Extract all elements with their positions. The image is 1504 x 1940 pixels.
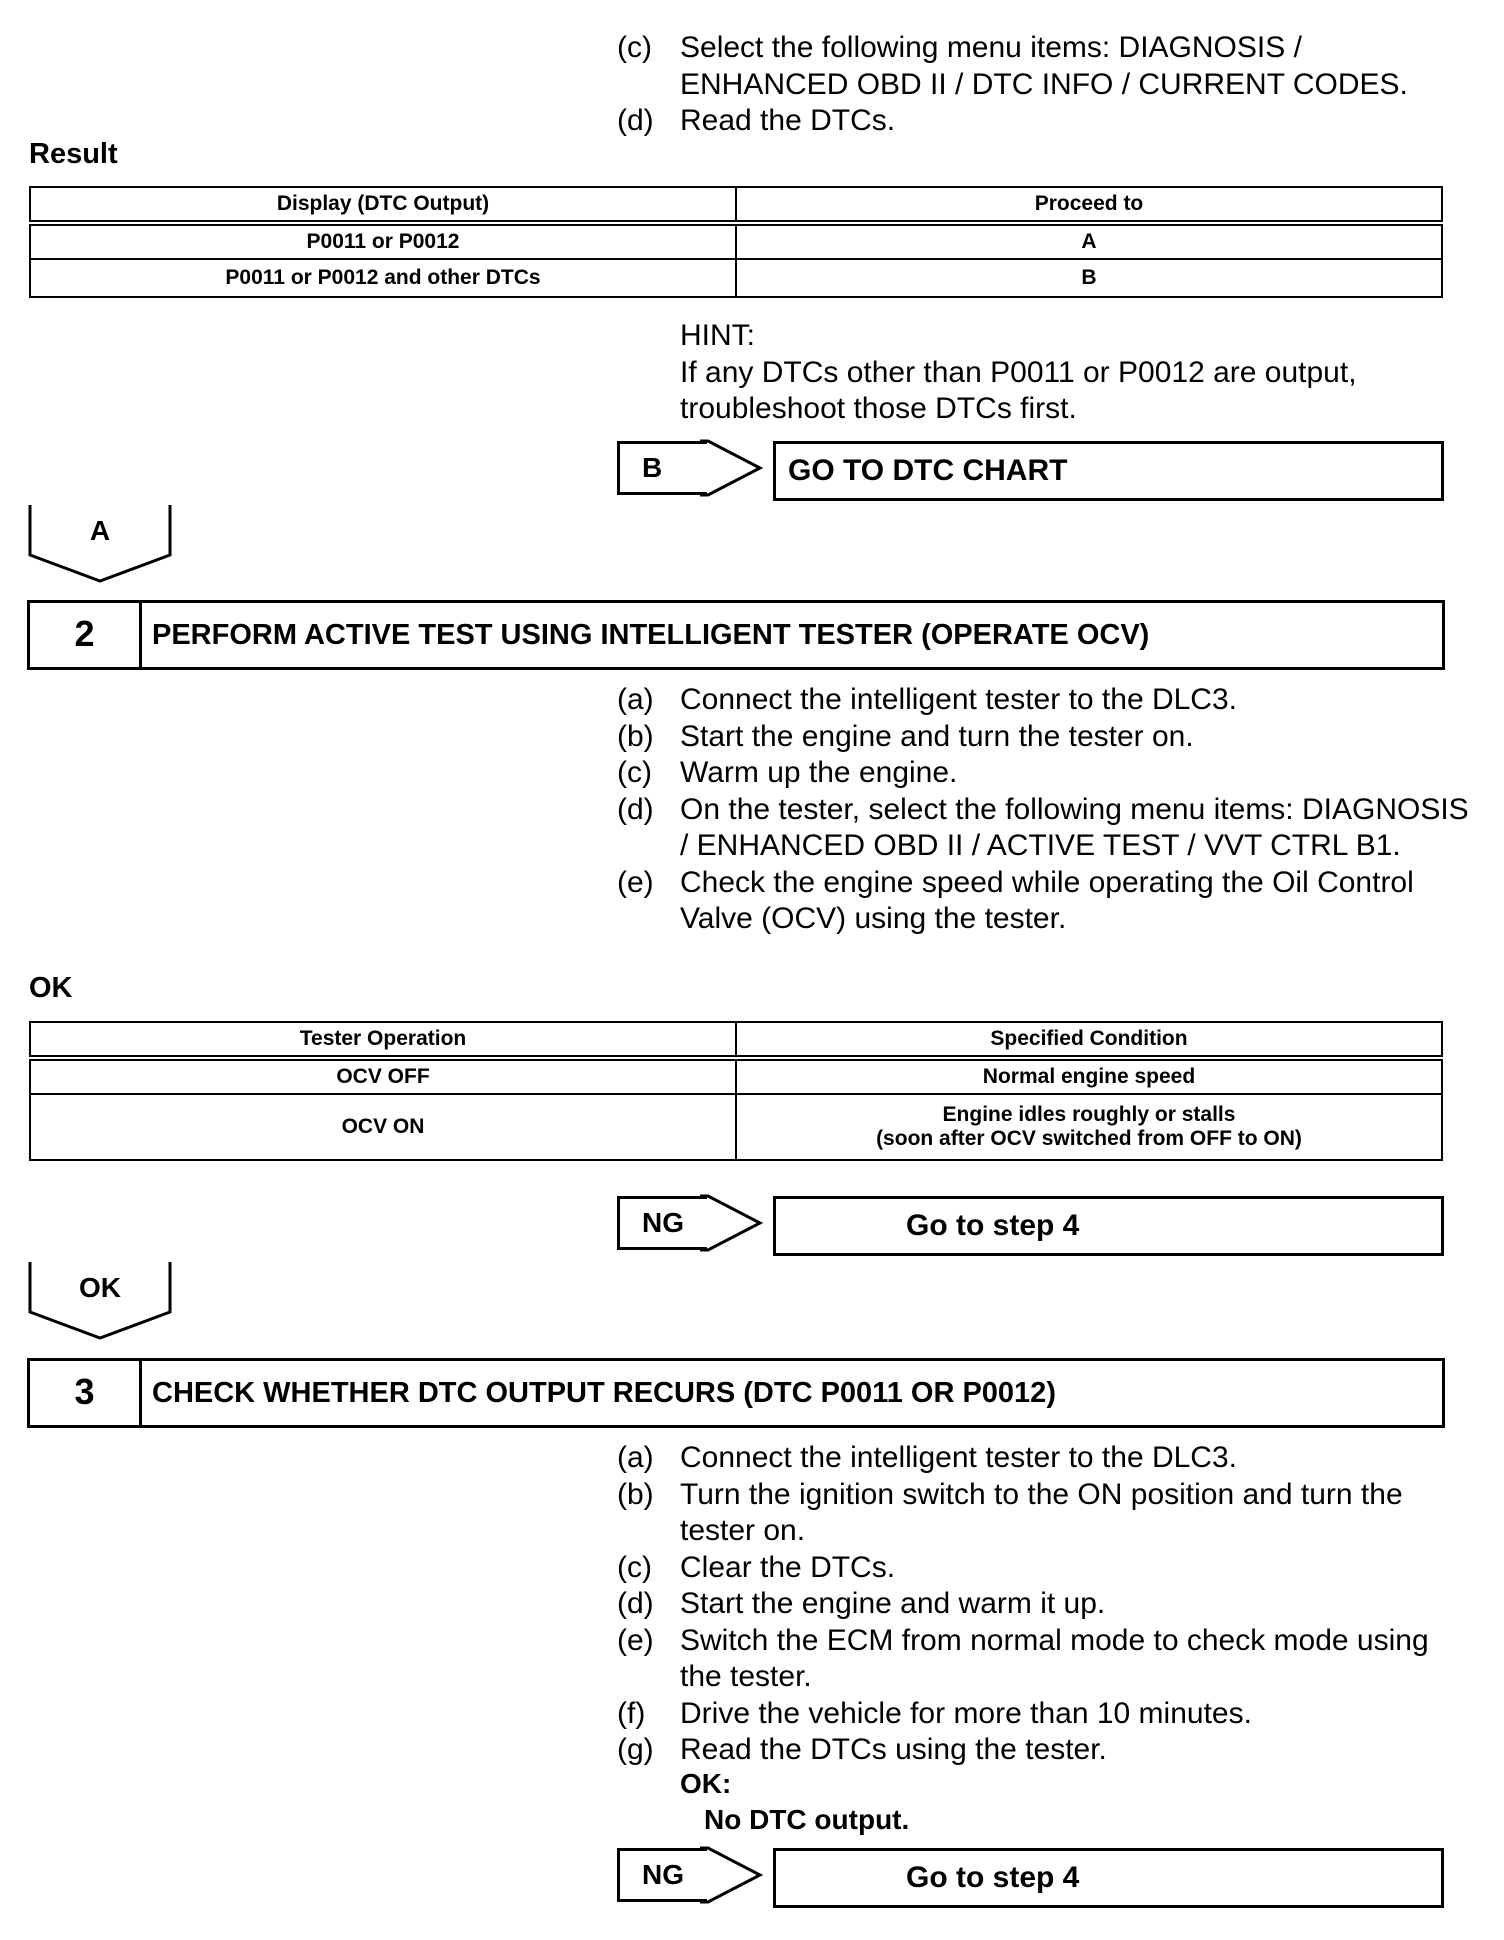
table-cell: P0011 or P0012 (30, 223, 736, 259)
branch-arrow-icon (700, 1845, 766, 1905)
hint-text: If any DTCs other than P0011 or P0012 are output, troubleshoot those DTCs first. (680, 355, 1357, 425)
go-to-dtc-chart-box[interactable] (773, 441, 1444, 501)
table-header-cell: Tester Operation (30, 1022, 736, 1058)
step-item (617, 719, 1477, 756)
step-item-text: Select the following menu items: DIAGNOSIS / ENHANCED OBD II / DTC INFO / CURRENT CODES. (680, 31, 1408, 101)
step-number: 2 (30, 603, 142, 667)
step-item (617, 1440, 1477, 1477)
table-cell: P0011 or P0012 and other DTCs (30, 259, 736, 297)
step-item-label: (c) (617, 31, 652, 64)
step-item (617, 1477, 1477, 1550)
step-item (617, 103, 1477, 140)
step-item (617, 792, 1477, 865)
branch-ng-tag: NG (617, 1196, 707, 1250)
table-cell-line: (soon after OCV switched from OFF to ON) (876, 1127, 1302, 1150)
step-item (617, 755, 1477, 792)
table-cell (736, 1094, 1442, 1160)
table-row (30, 1058, 1442, 1094)
step-item-label: (b) (617, 719, 654, 753)
step-2-header (27, 600, 1445, 670)
hint-block (680, 318, 1480, 428)
table-cell: B (736, 259, 1442, 297)
go-to-dtc-chart-text: GO TO DTC CHART (788, 454, 1068, 487)
go-to-step-4-box[interactable] (773, 1196, 1444, 1256)
step-item-label: (a) (617, 1441, 654, 1474)
table-row (30, 223, 1442, 259)
step-item-label: (e) (617, 1623, 654, 1657)
step-item-text: Read the DTCs using the tester. (680, 1733, 1107, 1766)
step-item-text: Start the engine and warm it up. (680, 1587, 1106, 1620)
table-header-cell: Proceed to (736, 187, 1442, 223)
top-steps (617, 30, 1477, 140)
step-item (617, 1550, 1477, 1587)
step-item-label: (g) (617, 1733, 654, 1766)
ocv-table (29, 1021, 1443, 1161)
step-item-label: (e) (617, 865, 654, 899)
step-3-header (27, 1358, 1445, 1428)
step-2-substeps (617, 682, 1477, 938)
step-item-text: On the tester, select the following menu items: DIAGNOSIS / ENHANCED OBD II / ACTIVE TEST / VVT CTRL B1. (680, 792, 1469, 862)
hint-label: HINT: (680, 319, 755, 352)
step-item-text: Clear the DTCs. (680, 1550, 896, 1584)
table-header-row (30, 187, 1442, 223)
table-cell: OCV ON (30, 1094, 736, 1160)
step-item-label: (d) (617, 1587, 654, 1620)
step-item-text: Turn the ignition switch to the ON position and turn the tester on. (680, 1477, 1403, 1547)
go-to-step-4-box[interactable] (773, 1848, 1444, 1908)
table-header-cell: Specified Condition (736, 1022, 1442, 1058)
step-item-text: Switch the ECM from normal mode to check mode using the tester. (680, 1623, 1429, 1693)
step-item-text: Read the DTCs. (680, 104, 896, 137)
step-item-label: (d) (617, 104, 654, 137)
step-title: PERFORM ACTIVE TEST USING INTELLIGENT TESTER (OPERATE OCV) (152, 619, 1150, 651)
continue-ok-label: OK (79, 1272, 121, 1303)
step-item (617, 1623, 1477, 1696)
step-title: CHECK WHETHER DTC OUTPUT RECURS (DTC P0011 OR P0012) (152, 1377, 1056, 1409)
step-3-substeps (617, 1440, 1477, 1769)
go-to-step-4-text: Go to step 4 (906, 1861, 1080, 1894)
branch-ng-tag: NG (617, 1848, 707, 1902)
ok-label: OK (29, 972, 73, 1004)
step-number: 3 (30, 1361, 142, 1425)
step-item-text: Check the engine speed while operating the Oil Control Valve (OCV) using the tester. (680, 865, 1414, 935)
step-item-label: (f) (617, 1696, 646, 1730)
step-item-text: Warm up the engine. (680, 756, 958, 789)
step-item (617, 1732, 1477, 1769)
step-item-text: Drive the vehicle for more than 10 minutes. (680, 1696, 1252, 1730)
step-item-text: Connect the intelligent tester to the DLC3. (680, 1441, 1237, 1474)
continue-ok-tag (27, 1262, 173, 1342)
result-label: Result (29, 138, 118, 170)
branch-arrow-icon (700, 438, 766, 498)
ok-criteria-label: OK: (680, 1768, 732, 1799)
table-row (30, 1094, 1442, 1160)
step-item-label: (a) (617, 683, 654, 716)
step-item-label: (c) (617, 1550, 652, 1584)
step-item (617, 1696, 1477, 1733)
table-cell-line: Engine idles roughly or stalls (942, 1103, 1236, 1126)
step-item-label: (d) (617, 792, 654, 826)
table-cell: OCV OFF (30, 1058, 736, 1094)
table-header-row (30, 1022, 1442, 1058)
table-cell: Normal engine speed (736, 1058, 1442, 1094)
step-item-label: (c) (617, 756, 652, 789)
table-cell: A (736, 223, 1442, 259)
step-item-label: (b) (617, 1477, 654, 1511)
go-to-step-4-text: Go to step 4 (906, 1209, 1080, 1242)
ok-criteria-value: No DTC output. (704, 1804, 910, 1835)
table-header-cell: Display (DTC Output) (30, 187, 736, 223)
step-item (617, 1586, 1477, 1623)
step-item (617, 682, 1477, 719)
continue-a-label: A (89, 515, 111, 546)
table-row (30, 259, 1442, 297)
branch-arrow-icon (700, 1193, 766, 1253)
result-table (29, 186, 1443, 298)
step-item-text: Start the engine and turn the tester on. (680, 719, 1194, 753)
ok-criteria (680, 1766, 909, 1838)
step-item-text: Connect the intelligent tester to the DLC3. (680, 683, 1237, 716)
continue-a-tag (27, 505, 173, 585)
step-item (617, 865, 1477, 938)
branch-b-tag: B (617, 441, 707, 495)
step-item (617, 30, 1477, 103)
